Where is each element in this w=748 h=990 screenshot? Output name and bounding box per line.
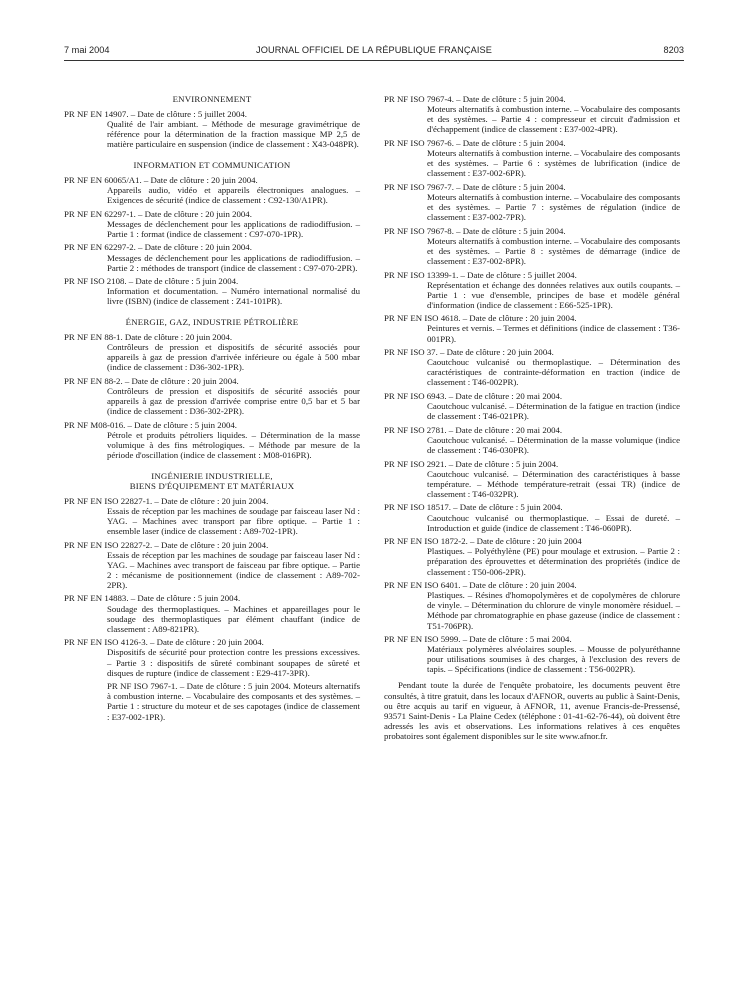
standard-entry bbox=[384, 580, 680, 630]
entry-description: Peintures et vernis. – Termes et définitions (indice de classement : T36-001PR). bbox=[427, 323, 680, 344]
standard-entry bbox=[384, 502, 680, 532]
entry-description: Contrôleurs de pression et dispositifs de sécurité associés pour appareils à gaz de pression d'arrivée comprise entre 0,5 bar et 5 bar (indice de classement : D36-302-2PR). bbox=[107, 385, 360, 417]
entry-description: Moteurs alternatifs à combustion interne. – Vocabulaire des composants et des systèmes. – Partie 7 : systèmes de régulation (indice de classement : E37-002-7PR). bbox=[427, 191, 681, 223]
entry-reference: PR NF ISO 37. – Date de clôture : 20 juin 2004. bbox=[384, 347, 554, 358]
header-date: 7 mai 2004 bbox=[64, 45, 110, 55]
standard-entry bbox=[384, 347, 680, 387]
entry-description: Qualité de l'air ambiant. – Méthode de mesurage gravimétrique de référence pour la détermination de la fraction massique MP 2,5 de matière particulaire en suspension (indice de classement : X43-048PR). bbox=[107, 119, 360, 150]
entry-description: Caoutchouc vulcanisé. – Détermination des caractéristiques à basse température. – Méthode température-retrait (essai TR) (indice de classement : T46-032PR). bbox=[427, 468, 680, 499]
entry-description: Caoutchouc vulcanisé. – Détermination de la masse volumique (indice de classement : T46-030PR). bbox=[427, 434, 680, 455]
entry-description: Moteurs alternatifs à combustion interne. – Vocabulaire des composants et des systèmes. – Partie 6 : systèmes de lubrification (indice de classement : E37-002-6PR). bbox=[427, 147, 681, 179]
entry-reference: PR NF ISO 7967-7. – Date de clôture : 5 juin 2004. bbox=[384, 181, 566, 192]
entry-reference: PR NF EN ISO 6401. – Date de clôture : 20 juin 2004. bbox=[384, 580, 577, 591]
entry-description: Plastiques. – Résines d'homopolymères et de copolymères de chlorure de vinyle. – Détermination du chlorure de vinyle monomère résiduel. – Méthode par chromatographie en phase gazeuse (indice de classement : T51-706PR). bbox=[427, 590, 680, 631]
standard-entry bbox=[64, 637, 360, 677]
entry-description: Dispositifs de sécurité pour protection contre les pressions excessives. – Partie 3 : dispositifs de sûreté combinant soupapes de sûreté et disques de rupture (indice de classement : E29-417-3PR). bbox=[107, 647, 360, 678]
entry-description: Représentation et échange des données relatives aux outils coupants. – Partie 1 : vue d'ensemble, principes de base et modèle général d'information (indice de classement : E66-525-1PR). bbox=[427, 279, 680, 310]
section-heading-line: INGÉNIERIE INDUSTRIELLE, bbox=[151, 470, 273, 481]
entry-reference: PR NF M08-016. – Date de clôture : 5 juin 2004. bbox=[64, 419, 237, 430]
entry-description: PR NF ISO 7967-1. – Date de clôture : 5 juin 2004. Moteurs alternatifs à combustion interne. – Vocabulaire des composants et des systèmes. – Partie 1 : structure du moteur et de ses capotages (indice de classement : E37-002-1PR). bbox=[107, 681, 360, 722]
standard-entry bbox=[64, 109, 360, 149]
standard-entry bbox=[64, 332, 360, 372]
entry-description: Caoutchouc vulcanisé. – Détermination de la fatigue en traction (indice de classement : T46-021PR). bbox=[427, 401, 680, 422]
standard-entry bbox=[64, 209, 360, 239]
standard-entry bbox=[64, 681, 360, 721]
page-header bbox=[64, 45, 684, 59]
entry-reference: PR NF EN ISO 5999. – Date de clôture : 5 mai 2004. bbox=[384, 634, 572, 645]
entry-description: Moteurs alternatifs à combustion interne. – Vocabulaire des composants et des systèmes. – Partie 8 : systèmes de démarrage (indice de classement : E37-002-8PR). bbox=[427, 235, 681, 266]
standard-entry bbox=[64, 242, 360, 272]
entry-description: Matériaux polymères alvéolaires souples. – Mousse de polyuréthanne pour utilisations soumises à des charges, à l'exclusion des revers de tapis. – Spécifications (indice de classement : T56-002PR). bbox=[427, 644, 680, 675]
entry-description: Appareils audio, vidéo et appareils électroniques analogues. – Exigences de sécurité (indice de classement : C92-130/A1PR). bbox=[107, 184, 360, 206]
standard-entry bbox=[64, 420, 360, 460]
entry-reference: PR NF EN 62297-1. – Date de clôture : 20 juin 2004. bbox=[64, 208, 252, 219]
standard-entry bbox=[384, 425, 680, 455]
standard-entry bbox=[384, 270, 680, 310]
entry-reference: PR NF EN ISO 22827-2. – Date de clôture : 20 juin 2004. bbox=[64, 539, 269, 550]
standard-entry bbox=[384, 536, 680, 576]
entry-reference: PR NF EN ISO 4126-3. – Date de clôture : 20 juin 2004. bbox=[64, 637, 264, 648]
standard-entry bbox=[64, 376, 360, 416]
standard-entry bbox=[384, 459, 680, 499]
entry-reference: PR NF ISO 2781. – Date de clôture : 20 mai 2004. bbox=[384, 424, 563, 435]
entry-description: Pétrole et produits pétroliers liquides. – Détermination de la masse volumique à des fins métrologiques. – Méthode par mesure de la période d'oscillation (indice de classement : M08-016PR). bbox=[107, 429, 360, 461]
entry-reference: PR NF ISO 6943. – Date de clôture : 20 mai 2004. bbox=[384, 391, 563, 402]
entry-description: Caoutchouc vulcanisé ou thermoplastique. – Détermination des caractéristiques de contrainte-déformation en traction (indice de classement : T46-002PR). bbox=[427, 357, 680, 388]
entry-reference: PR NF ISO 2108. – Date de clôture : 5 juin 2004. bbox=[64, 276, 239, 287]
entry-description: Essais de réception par les machines de soudage par faisceau laser Nd : YAG. – Machines avec transport par fibre optique. – Partie 1 : ensemble laser (indice de classement : A89-702-1PR). bbox=[107, 505, 360, 536]
entry-reference: PR NF ISO 7967-8. – Date de clôture : 5 juin 2004. bbox=[384, 225, 566, 236]
header-rule bbox=[64, 60, 684, 61]
entry-reference: PR NF ISO 2921. – Date de clôture : 5 juin 2004. bbox=[384, 458, 559, 469]
entry-description: Caoutchouc vulcanisé ou thermoplastique. – Essai de dureté. – Introduction et guide (indice de classement : T46-060PR). bbox=[427, 512, 680, 533]
entry-reference: PR NF ISO 13399-1. – Date de clôture : 5 juillet 2004. bbox=[384, 269, 577, 280]
standard-entry bbox=[64, 540, 360, 590]
entry-reference: PR NF EN 88-1. Date de clôture : 20 juin 2004. bbox=[64, 332, 233, 342]
standard-entry bbox=[384, 634, 680, 674]
entry-reference: PR NF EN 60065/A1. – Date de clôture : 20 juin 2004. bbox=[64, 174, 258, 185]
entry-reference: PR NF ISO 7967-6. – Date de clôture : 5 juin 2004. bbox=[384, 137, 566, 148]
section-heading-line: BIENS D'ÉQUIPEMENT ET MATÉRIAUX bbox=[129, 480, 295, 491]
section-heading bbox=[64, 160, 360, 170]
section-heading-line: ENVIRONNEMENT bbox=[172, 94, 252, 104]
entry-reference: PR NF EN ISO 4618. – Date de clôture : 20 juin 2004. bbox=[384, 313, 577, 324]
standard-entry bbox=[64, 175, 360, 205]
entry-description: Plastiques. – Polyéthylène (PE) pour moulage et extrusion. – Partie 2 : préparation des éprouvettes et détermination des propriétés (indice de classement : T50-006-2PR). bbox=[427, 546, 680, 577]
closing-paragraph: Pendant toute la durée de l'enquête probatoire, les documents peuvent être consultés, à titre gratuit, dans les locaux d'AFNOR, ouverts au public à Saint-Denis, ou être acquis au tarif en vigueur, à AFNOR, 11, avenue Francis-de-Pressensé, 93571 Saint-Denis - La Plaine Cedex (téléphone : 01-41-62-76-44), où doivent être adressés les avis et observations. Les informations relatives à ces enquêtes probatoires sont également disponibles sur le site www.afnor.fr. bbox=[384, 680, 680, 741]
entry-reference: PR NF ISO 18517. – Date de clôture : 5 juin 2004. bbox=[384, 502, 563, 513]
entry-description: Contrôleurs de pression et dispositifs de sécurité associés pour appareils à gaz de pression d'arrivée inférieure ou égale à 500 mbar (indice de classement : D36-302-1PR). bbox=[107, 342, 360, 373]
entry-reference: PR NF EN 62297-2. – Date de clôture : 20 juin 2004. bbox=[64, 242, 252, 253]
entry-description: Information et documentation. – Numéro international normalisé du livre (ISBN) (indice de classement : Z41-101PR). bbox=[107, 286, 360, 307]
right-entries bbox=[384, 94, 680, 674]
page-number: 8203 bbox=[663, 45, 684, 55]
section-heading bbox=[64, 94, 360, 104]
standard-entry bbox=[64, 276, 360, 306]
section-heading-line: INFORMATION ET COMMUNICATION bbox=[133, 159, 291, 170]
left-column bbox=[64, 94, 360, 725]
standard-entry bbox=[384, 391, 680, 421]
journal-title: JOURNAL OFFICIEL DE LA RÉPUBLIQUE FRANÇAISE bbox=[256, 45, 492, 55]
entry-reference: PR NF ISO 7967-4. – Date de clôture : 5 juin 2004. bbox=[384, 94, 566, 104]
standard-entry bbox=[384, 226, 680, 266]
standard-entry bbox=[384, 94, 680, 134]
standard-entry bbox=[64, 593, 360, 633]
entry-description: Messages de déclenchement pour les applications de radiodiffusion. – Partie 2 : méthodes de transport (indice de classement : C97-070-2PR). bbox=[107, 252, 360, 273]
section-heading-line: ÉNERGIE, GAZ, INDUSTRIE PÉTROLIÈRE bbox=[125, 317, 299, 327]
entry-reference: PR NF EN 88-2. – Date de clôture : 20 juin 2004. bbox=[64, 375, 239, 386]
entry-description: Essais de réception par les machines de soudage par faisceau laser Nd : YAG. – Machines avec transport de faisceau par fibre optique. – Partie 2 : mécanisme de positionnement (indice de classement : A89-702-2PR). bbox=[107, 549, 360, 590]
entry-reference: PR NF EN 14883. – Date de clôture : 5 juin 2004. bbox=[64, 593, 241, 604]
standard-entry bbox=[384, 182, 680, 222]
right-column bbox=[384, 94, 680, 750]
section-heading bbox=[64, 471, 360, 491]
entry-reference: PR NF EN ISO 22827-1. – Date de clôture : 20 juin 2004. bbox=[64, 495, 269, 506]
section-heading bbox=[64, 317, 360, 327]
entry-description: Soudage des thermoplastiques. – Machines et appareillages pour le soudage des thermoplastiques par élément chauffant (indice de classement : A89-821PR). bbox=[107, 603, 360, 634]
standard-entry bbox=[64, 496, 360, 536]
entry-description: Messages de déclenchement pour les applications de radiodiffusion. – Partie 1 : format (indice de classement : C97-070-1PR). bbox=[107, 218, 360, 239]
entry-description: Moteurs alternatifs à combustion interne. – Vocabulaire des composants et des systèmes. – Partie 4 : compresseur et circuit d'admission et d'échappement (indice de classement : E37-002-4PR). bbox=[427, 104, 681, 135]
entry-reference: PR NF EN 14907. – Date de clôture : 5 juillet 2004. bbox=[64, 109, 248, 119]
standard-entry bbox=[384, 313, 680, 343]
entry-reference: PR NF EN ISO 1872-2. – Date de clôture : 20 juin 2004 bbox=[384, 536, 582, 547]
standard-entry bbox=[384, 138, 680, 178]
